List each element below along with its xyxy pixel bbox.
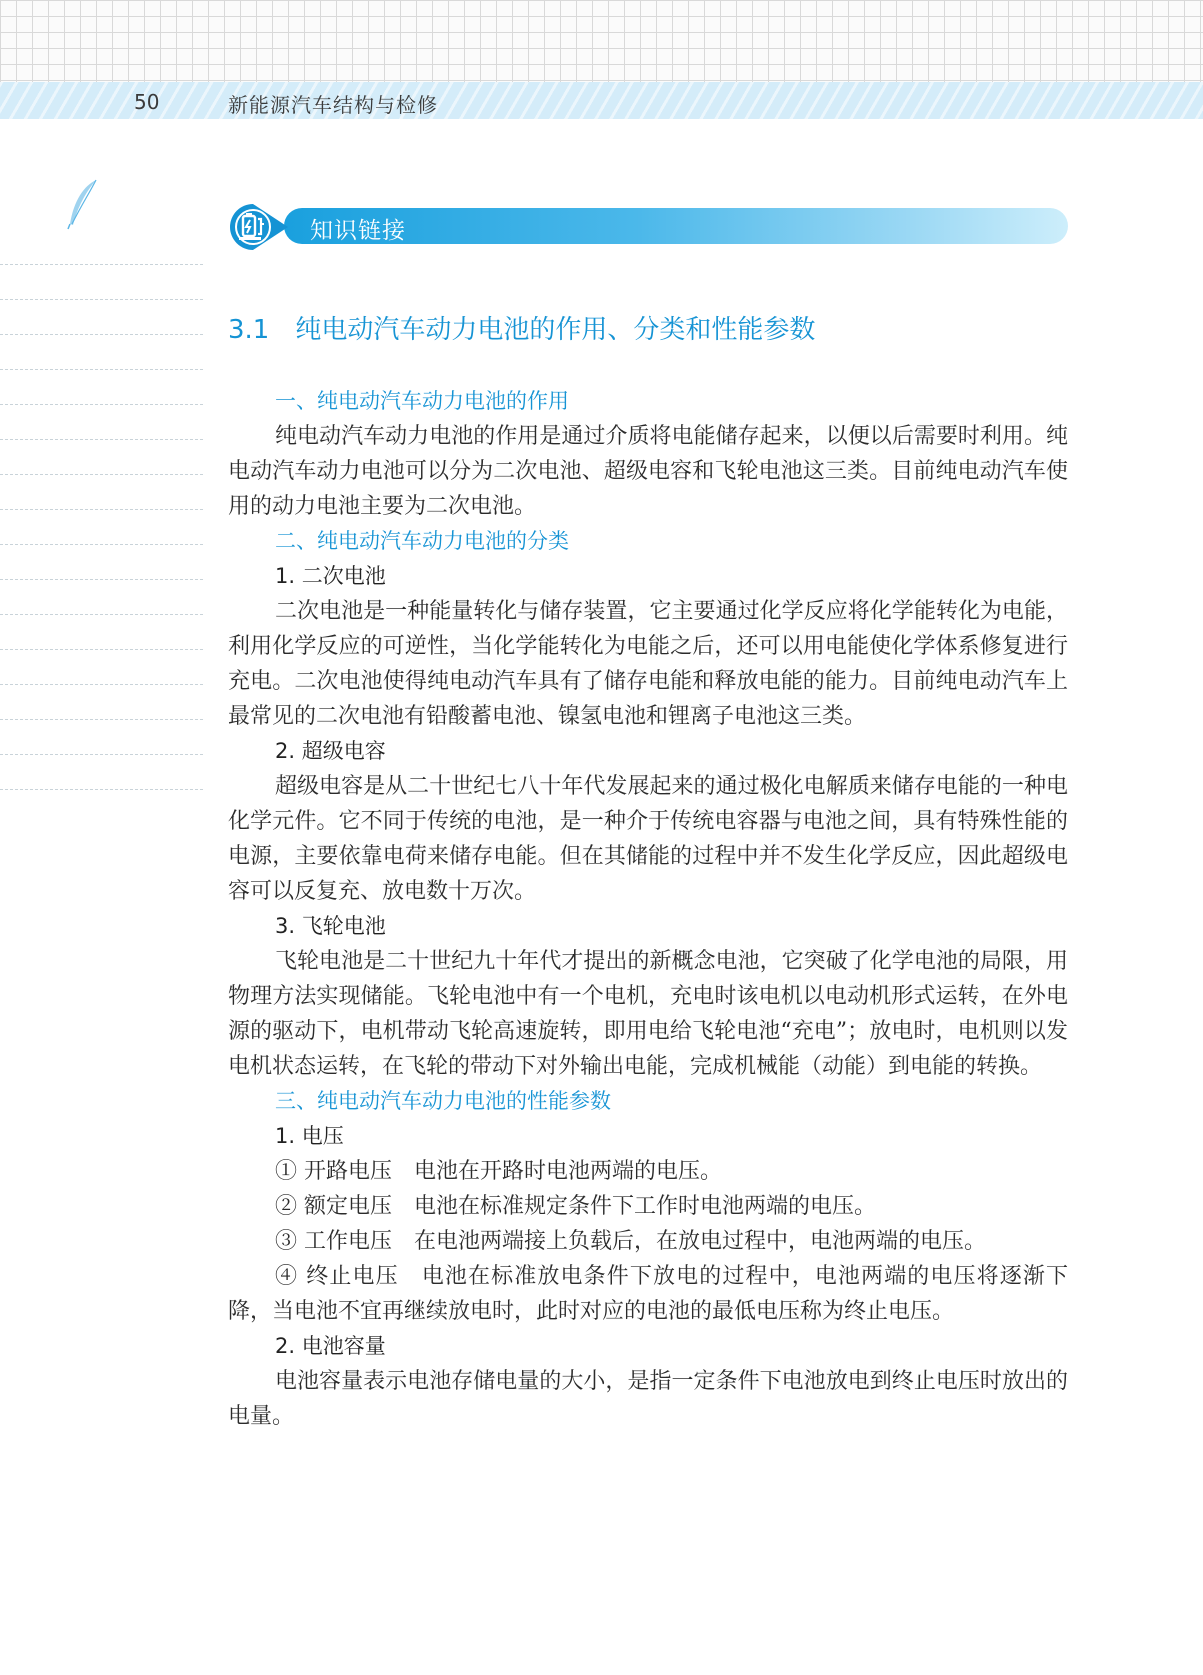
- margin-note-lines: [0, 230, 203, 790]
- section-heading: [228, 310, 1068, 350]
- header-band: [0, 82, 1203, 119]
- running-book-title: 新能源汽车结构与检修: [228, 93, 438, 117]
- feather-pen-icon: [66, 178, 100, 230]
- heading-performance-parameters: 三、纯电动汽车动力电池的性能参数: [275, 1089, 611, 1113]
- heading-role: 一、纯电动汽车动力电池的作用: [275, 389, 569, 413]
- subheading-battery-capacity: 2. 电池容量: [275, 1334, 386, 1358]
- page-number: 50: [134, 90, 160, 114]
- top-grid-decoration: [0, 0, 1203, 82]
- subheading-secondary-battery: 1. 二次电池: [275, 564, 386, 588]
- main-content: [228, 310, 1068, 1434]
- section-title: 纯电动汽车动力电池的作用、分类和性能参数: [295, 315, 816, 345]
- paragraph-battery-capacity: 电池容量表示电池存储电量的大小，是指一定条件下电池放电到终止电压时放出的电量。: [228, 1369, 1068, 1429]
- item-open-circuit-voltage: ① 开路电压 电池在开路时电池两端的电压。: [275, 1159, 722, 1184]
- subheading-flywheel-battery: 3. 飞轮电池: [275, 914, 386, 938]
- paragraph-role: 纯电动汽车动力电池的作用是通过介质将电能储存起来，以便以后需要时利用。纯电动汽车动力电池可以分为二次电池、超级电容和飞轮电池这三类。目前纯电动汽车使用的动力电池主要为二次电池。: [228, 424, 1068, 519]
- subheading-voltage: 1. 电压: [275, 1124, 344, 1148]
- item-working-voltage: ③ 工作电压 在电池两端接上负载后，在放电过程中，电池两端的电压。: [275, 1229, 986, 1254]
- item-cutoff-voltage: ④ 终止电压 电池在标准放电条件下放电的过程中，电池两端的电压将逐渐下降，当电池不宜再继续放电时，此时对应的电池的最低电压称为终止电压。: [228, 1264, 1068, 1324]
- battery-charge-icon: [228, 202, 298, 252]
- item-rated-voltage: ② 额定电压 电池在标准规定条件下工作时电池两端的电压。: [275, 1194, 876, 1219]
- heading-classification: 二、纯电动汽车动力电池的分类: [275, 529, 569, 553]
- knowledge-link-banner: [228, 202, 1068, 252]
- section-number: 3.1: [228, 315, 270, 345]
- paragraph-secondary-battery: 二次电池是一种能量转化与储存装置，它主要通过化学反应将化学能转化为电能，利用化学反应的可逆性，当化学能转化为电能之后，还可以用电能使化学体系修复进行充电。二次电池使得纯电动汽车具有了储存电能和释放电能的能力。目前纯电动汽车上最常见的二次电池有铅酸蓄电池、镍氢电池和锂离子电池这三类。: [228, 599, 1068, 729]
- banner-title: 知识链接: [310, 218, 406, 244]
- paragraph-supercapacitor: 超级电容是从二十世纪七八十年代发展起来的通过极化电解质来储存电能的一种电化学元件。它不同于传统的电池，是一种介于传统电容器与电池之间，具有特殊性能的电源，主要依靠电荷来储存电能。但在其储能的过程中并不发生化学反应，因此超级电容可以反复充、放电数十万次。: [228, 774, 1068, 904]
- subheading-supercapacitor: 2. 超级电容: [275, 739, 386, 763]
- paragraph-flywheel-battery: 飞轮电池是二十世纪九十年代才提出的新概念电池，它突破了化学电池的局限，用物理方法实现储能。飞轮电池中有一个电机，充电时该电机以电动机形式运转，在外电源的驱动下，电机带动飞轮高速旋转，即用电给飞轮电池“充电”；放电时，电机则以发电机状态运转，在飞轮的带动下对外输出电能，完成机械能（动能）到电能的转换。: [228, 949, 1068, 1079]
